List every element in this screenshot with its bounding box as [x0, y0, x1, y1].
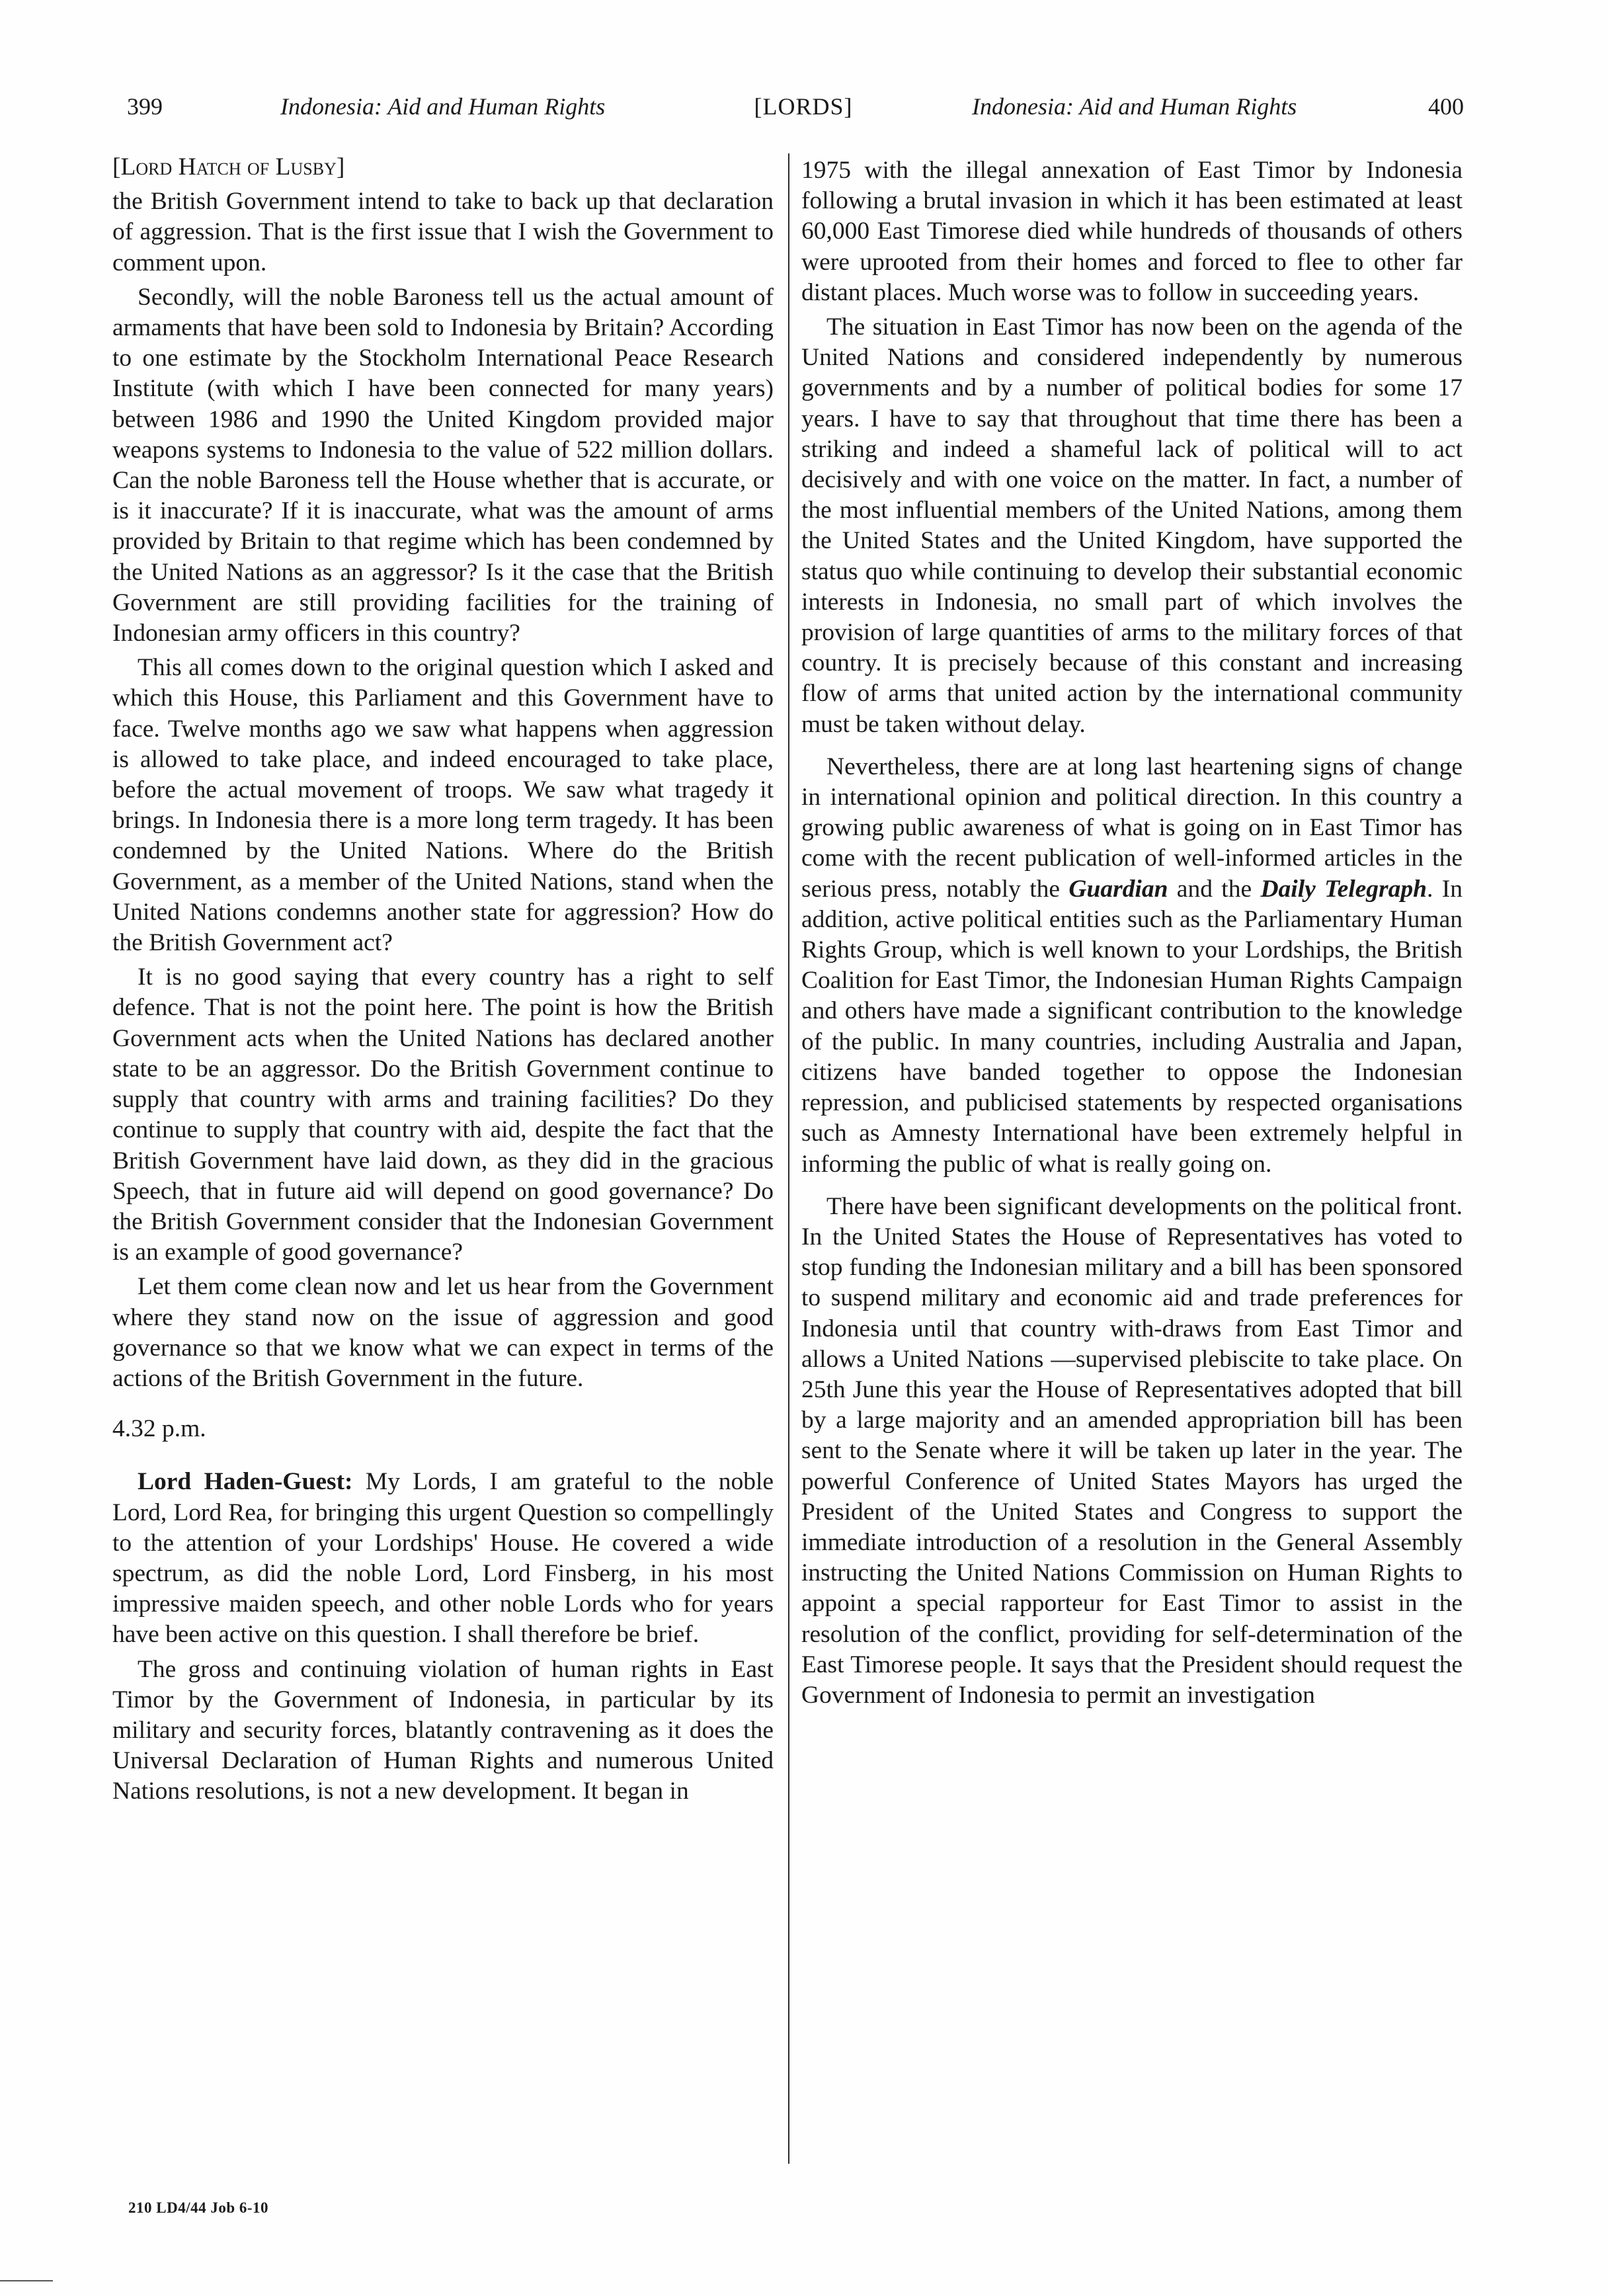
- paragraph: There have been significant developments on the political front. In the United States the House of Representatives has voted to stop funding the Indonesian military and a bill has been sponsored to suspend military and economic aid and trade preferences for Indonesia until that country with-draws from East Timor and allows a United Nations —supervised plebiscite to take place. On 25th June this year the House of Representatives adopted that bill by a large majority and an amended appropriation bill has been sent to the Senate where it will be taken up later in the year. The powerful Conference of United States Mayors has urged the President of the United States and Congress to support the immediate introduction of a resolution in the General Assembly instructing the United Nations Commission on Human Rights to appoint a special rapporteur for East Timor to assist in the resolution of the conflict, providing for self-determination of the East Timorese people. It says that the President should request the Government of Indonesia to permit an investigation: [801, 1192, 1463, 1709]
- column-divider: [788, 153, 789, 2164]
- speaker-name: Lord Haden-Guest:: [138, 1468, 353, 1496]
- newspaper-title: Daily Telegraph: [1260, 875, 1427, 903]
- house-label: [LORDS]: [754, 93, 853, 120]
- paragraph: the British Government intend to take to back up that declaration of aggression. That is the first issue that I wish the Government to comment upon.: [112, 188, 774, 276]
- newspaper-title: Guardian: [1068, 875, 1168, 903]
- right-running-title: Indonesia: Aid and Human Rights: [972, 93, 1297, 120]
- right-column: [801, 155, 1463, 1715]
- right-page-number: 400: [1428, 93, 1464, 120]
- paragraph: It is no good saying that every country has a right to self defence. That is not the point here. The point is how the British Government acts when the United Nations has declared another state to be an aggressor. Do the British Government continue to supply that country with arms and training facilities? Do they continue to supply that country with aid, despite the fact that the British Government have laid down, as they did in the gracious Speech, that in future aid will depend on good governance? Do the British Government consider that the Indonesian Government is an example of good governance?: [112, 964, 774, 1266]
- left-running-title: Indonesia: Aid and Human Rights: [280, 93, 606, 120]
- paragraph: Nevertheless, there are at long last heartening signs of change in international opinion and political direction. In this country a growing public awareness of what is going on in East Timor has come with the recent publication of well-informed articles in the serious press, notably the Guardian and the Daily Telegraph. In addition, active political entities such as the Parliamentary Human Rights Group, which is well known to your Lordships, the British Coalition for East Timor, the Indonesian Human Rights Campaign and others have made a significant contribution to the knowledge of the public. In many countries, including Australia and Japan, citizens have banded together to oppose the Indonesian repression, and publicised statements by respected organisations such as Amnesty International have been extremely helpful in informing the public of what is really going on.: [801, 753, 1463, 1178]
- paragraph: Let them come clean now and let us hear from the Government where they stand now on the issue of aggression and good governance so that we know what we can expect in terms of the actions of the British Government in the future.: [112, 1273, 774, 1392]
- left-column: [112, 152, 774, 1811]
- left-page-number: 399: [127, 93, 163, 120]
- paragraph: This all comes down to the original question which I asked and which this House, this Parliament and this Government have to face. Twelve months ago we saw what happens when aggression is allowed to take place, and indeed encouraged to take place, before the actual movement of troops. We saw what tragedy it brings. In Indonesia there is a more long term tragedy. It has been condemned by the United Nations. Where do the British Government, as a member of the United Nations, stand when the United Nations condemns another state for aggression? How do the British Government act?: [112, 654, 774, 957]
- paragraph: Secondly, will the noble Baroness tell us the actual amount of armaments that have been sold to Indonesia by Britain? According to one estimate by the Stockholm International Peace Research Institute (with which I have been connected for many years) between 1986 and 1990 the United Kingdom provided major weapons systems to Indonesia to the value of 522 million dollars. Can the noble Baroness tell the House whether that is accurate, or is it inaccurate? If it is inaccurate, what was the amount of arms provided by Britain to that regime which has been condemned by the United Nations as an aggressor? Is it the case that the British Government are still providing facilities for the training of Indonesian army officers in this country?: [112, 283, 774, 647]
- speaker-attribution: [Lord Hatch of Lusby]: [112, 153, 345, 181]
- scan-mark: [0, 2280, 53, 2281]
- paragraph: The gross and continuing violation of human rights in East Timor by the Government of Indonesia, in particular by its military and security forces, blatantly contravening as it does the Universal Declaration of Human Rights and numerous United Nations resolutions, is not a new development. It began in: [112, 1655, 774, 1805]
- paragraph: 1975 with the illegal annexation of East Timor by Indonesia following a brutal invasion in which it has been estimated at least 60,000 East Timorese died while hundreds of thousands of others were uprooted from their homes and forced to flee to other far distant places. Much worse was to follow in succeeding years.: [801, 157, 1463, 306]
- print-job-footer: 210 LD4/44 Job 6-10: [128, 2199, 269, 2216]
- paragraph: Lord Haden-Guest: My Lords, I am grateful to the noble Lord, Lord Rea, for bringing this urgent Question so compellingly to the attention of your Lordships' House. He covered a wide spectrum, as did the noble Lord, Lord Finsberg, in his most impressive maiden speech, and other noble Lords who for years have been active on this question. I shall therefore be brief.: [112, 1468, 774, 1649]
- timestamp: 4.32 p.m.: [112, 1415, 206, 1443]
- paragraph: The situation in East Timor has now been on the agenda of the United Nations and considered independently by numerous governments and by a number of political bodies for some 17 years. I have to say that throughout that time there has been a striking and indeed a shameful lack of political will to act decisively and with one voice on the matter. In fact, a number of the most influential members of the United Nations, among them the United States and the United Kingdom, have supported the status quo while continuing to develop their substantial economic interests in Indonesia, no small part of which involves the provision of large quantities of arms to the military forces of that country. It is precisely because of this constant and increasing flow of arms that united action by the international community must be taken without delay.: [801, 313, 1463, 738]
